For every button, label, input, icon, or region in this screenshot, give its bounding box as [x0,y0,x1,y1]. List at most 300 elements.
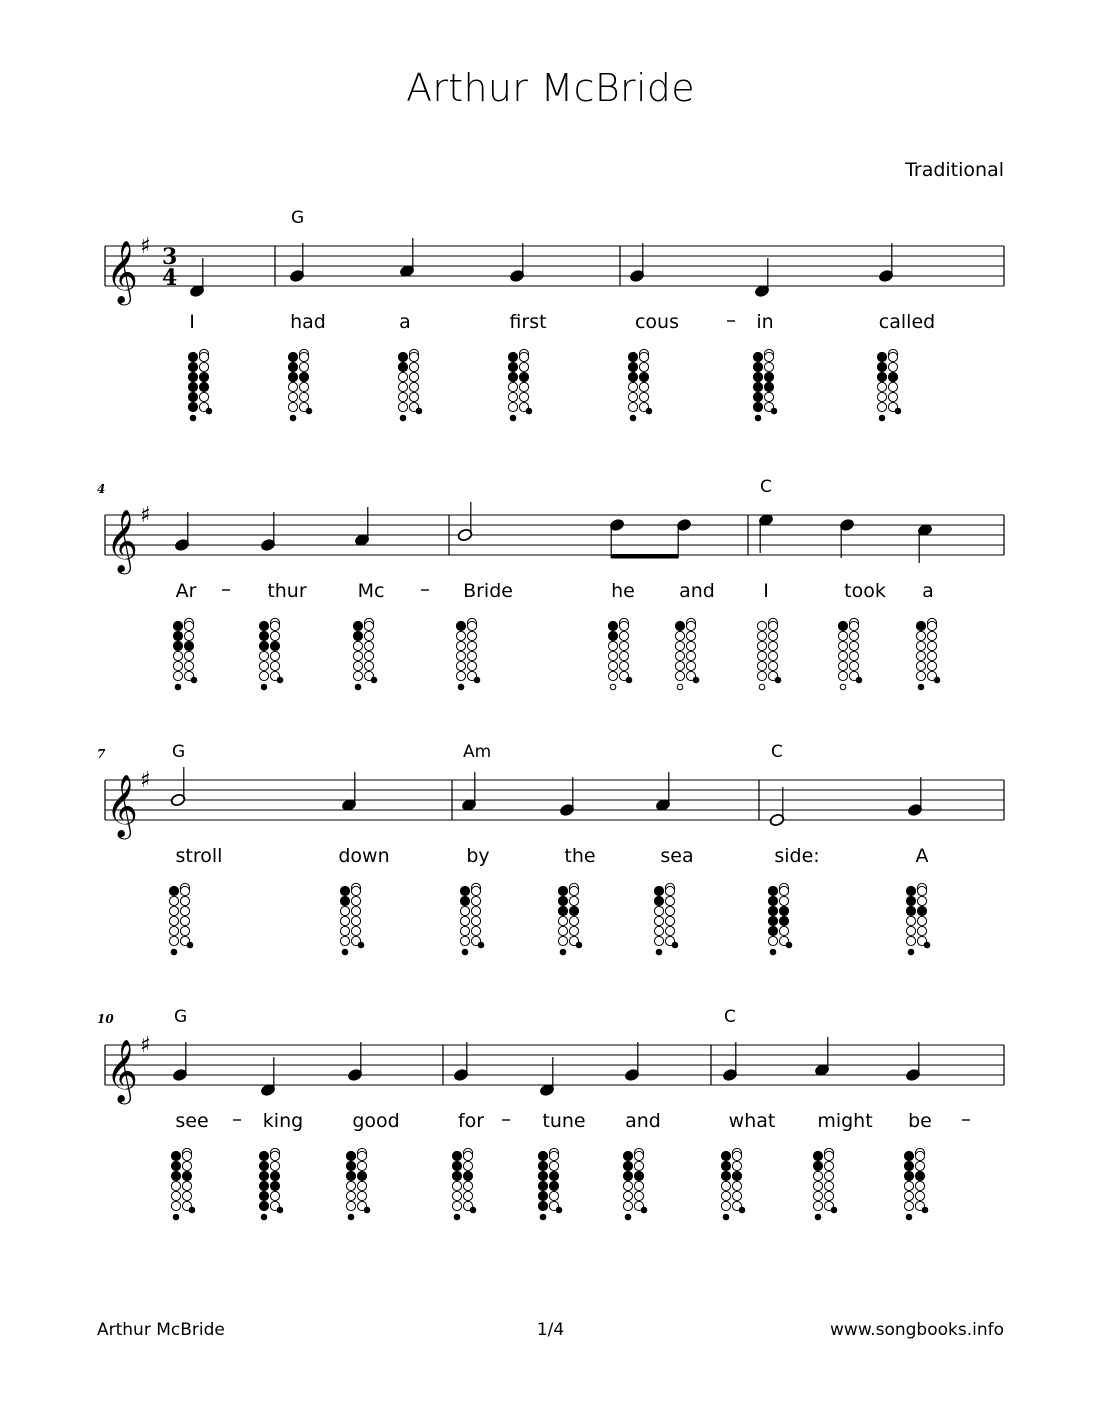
fingering-hole-closed [470,1207,476,1213]
fingering-hole-closed [753,402,762,411]
fingering-diagram-icon [906,883,929,954]
fingering-hole-closed [908,949,914,955]
fingering-hole-open [351,906,360,915]
fingering-hole-open [849,651,858,660]
fingering-hole-open [364,641,373,650]
fingering-hole-closed [456,621,465,630]
fingering-hole-closed [770,949,776,955]
fingering-hole-closed [452,1161,461,1170]
fingering-hole-closed [786,942,792,948]
fingering-hole-open [686,621,695,630]
fingering-hole-open [299,352,308,361]
fingering-hole-open [665,926,674,935]
fingering-hole-closed [508,372,517,381]
staff-system [97,477,1004,690]
fingering-hole-open [558,916,567,925]
fingering-hole-open [353,661,362,670]
fingering-hole-open [757,641,766,650]
fingering-hole-open [456,651,465,660]
fingering-hole-closed [732,1171,741,1180]
fingering-hole-closed [628,362,637,371]
fingering-diagram-icon [340,883,363,954]
treble-clef-icon: 𝄞 [106,774,138,837]
fingering-hole-open [569,886,578,895]
fingering-hole-closed [510,415,516,421]
fingering-hole-open [824,1171,833,1180]
measure-number: 4 [97,482,106,496]
fingering-hole-open [299,362,308,371]
fingering-hole-closed [169,886,178,895]
fingering-hole-open [813,1201,822,1210]
fingering-hole-closed [904,1161,913,1170]
fingering-hole-open [665,896,674,905]
fingering-hole-open [180,886,189,895]
fingering-hole-open [686,661,695,670]
fingering-hole-closed [768,926,777,935]
fingering-hole-open [757,621,766,630]
note [399,238,415,278]
lyric-syllable: Mc [357,580,385,602]
fingering-hole-open [508,402,517,411]
fingering-hole-closed [458,684,464,690]
lyric-syllable: and [625,1110,661,1132]
fingering-hole-open [675,631,684,640]
fingering-hole-closed [723,1214,729,1220]
treble-clef-icon: 𝄞 [106,240,138,303]
note [907,777,923,817]
fingering-hole-closed [261,1214,267,1220]
fingering-hole-closed [838,621,847,630]
fingering-hole-open [549,1151,558,1160]
fingering-hole-closed [768,886,777,895]
fingering-hole-closed [357,1171,366,1180]
fingering-hole-closed [188,372,197,381]
fingering-hole-open [259,671,268,680]
fingering-hole-closed [355,684,361,690]
chord-symbol: Am [463,742,492,762]
fingering-diagram-icon [721,1148,744,1219]
fingering-hole-closed [187,942,193,948]
lyric-syllable: called [878,311,936,333]
fingering-hole-open [732,1181,741,1190]
fingering-hole-open [838,671,847,680]
fingering-hole-open [270,631,279,640]
fingering-hole-closed [904,1171,913,1180]
note [461,772,477,812]
lyric-syllable: Bride [463,580,513,602]
fingering-hole-open [299,392,308,401]
fingering-diagram-icon [173,618,196,689]
fingering-hole-open [270,621,279,630]
fingering-hole-closed [171,1171,180,1180]
fingering-hole-closed [549,1181,558,1190]
fingering-hole-closed [206,408,212,414]
fingering-hole-open [686,651,695,660]
fingering-hole-open [180,926,189,935]
fingering-hole-closed [576,942,582,948]
fingering-hole-open [169,926,178,935]
fingering-hole-open [665,886,674,895]
fingering-diagram-icon [456,618,479,689]
fingering-hole-closed [675,621,684,630]
fingering-hole-open [409,392,418,401]
footer-website[interactable]: www.songbooks.info [830,1320,1004,1340]
staff-system [97,1007,1004,1220]
fingering-hole-closed [259,1181,268,1190]
fingering-hole-open [634,1191,643,1200]
fingering-hole-closed [917,906,926,915]
fingering-diagram-icon [768,883,791,954]
fingering-hole-open [340,916,349,925]
fingering-hole-open [877,382,886,391]
fingering-hole-closed [416,408,422,414]
fingering-hole-open [184,661,193,670]
fingering-hole-closed [277,1207,283,1213]
fingering-hole-open [619,621,628,630]
page-number: 1/4 [536,1320,565,1340]
staff-system [97,742,1004,955]
note [722,1042,738,1082]
fingering-hole-open [916,641,925,650]
fingering-hole-closed [538,1161,547,1170]
fingering-hole-closed [277,677,283,683]
fingering-hole-open [569,916,578,925]
fingering-hole-open [764,362,773,371]
fingering-hole-closed [906,1214,912,1220]
fingering-hole-open [732,1191,741,1200]
fingering-diagram-icon [538,1148,561,1219]
fingering-hole-open [456,641,465,650]
fingering-hole-open [351,886,360,895]
fingering-hole-closed [462,949,468,955]
fingering-hole-closed [755,415,761,421]
fingering-hole-closed [764,372,773,381]
fingering-hole-closed [916,621,925,630]
fingering-hole-open [654,926,663,935]
fingering-hole-closed [558,906,567,915]
fingering-hole-open [915,1161,924,1170]
fingering-hole-open [840,684,846,690]
fingering-hole-open [471,896,480,905]
fingering-hole-open [569,926,578,935]
fingering-hole-closed [398,362,407,371]
fingering-hole-closed [906,896,915,905]
fingering-hole-closed [259,1151,268,1160]
fingering-hole-open [732,1161,741,1170]
fingering-hole-closed [306,408,312,414]
fingering-hole-closed [259,641,268,650]
fingering-hole-closed [346,1171,355,1180]
fingering-hole-open [849,621,858,630]
treble-clef-icon: 𝄞 [106,1039,138,1102]
fingering-hole-open [665,916,674,925]
fingering-hole-closed [753,362,762,371]
lyric-syllable: good [352,1110,400,1132]
fingering-hole-closed [739,1207,745,1213]
chord-symbol: C [760,477,772,497]
fingering-hole-open [463,1181,472,1190]
composer: Traditional [905,159,1004,181]
lyric-syllable: might [817,1110,873,1132]
fingering-hole-closed [508,362,517,371]
fingering-hole-open [608,651,617,660]
fingering-hole-open [299,382,308,391]
fingering-hole-closed [813,1151,822,1160]
fingering-hole-closed [173,631,182,640]
fingering-hole-closed [188,352,197,361]
fingering-hole-closed [182,1171,191,1180]
fingering-hole-closed [558,896,567,905]
fingering-hole-open [398,382,407,391]
fingering-hole-closed [654,896,663,905]
fingering-hole-open [927,631,936,640]
fingering-hole-closed [646,408,652,414]
note [769,787,785,827]
fingering-hole-open [409,382,418,391]
fingering-hole-closed [173,641,182,650]
fingering-hole-open [460,926,469,935]
fingering-hole-closed [608,631,617,640]
fingering-hole-open [906,926,915,935]
fingering-hole-open [199,392,208,401]
fingering-hole-open [346,1191,355,1200]
fingering-hole-closed [831,1207,837,1213]
note [347,1042,363,1082]
fingering-hole-open [353,641,362,650]
fingering-hole-open [171,1191,180,1200]
fingering-hole-closed [877,362,886,371]
fingering-hole-closed [538,1151,547,1160]
fingering-hole-open [838,641,847,650]
fingering-hole-open [917,916,926,925]
fingering-diagram-icon [460,883,483,954]
fingering-hole-open [721,1181,730,1190]
fingering-hole-open [467,621,476,630]
fingering-hole-closed [656,949,662,955]
note [341,772,357,812]
fingering-hole-open [549,1161,558,1170]
fingering-hole-closed [634,1171,643,1180]
fingering-hole-open [452,1201,461,1210]
fingering-hole-closed [358,942,364,948]
fingering-hole-closed [290,415,296,421]
fingering-hole-closed [753,372,762,381]
fingering-hole-open [628,382,637,391]
note [609,518,625,558]
fingering-hole-closed [173,621,182,630]
note [878,243,894,283]
fingering-hole-open [471,916,480,925]
footer-title: Arthur McBride [97,1320,225,1340]
fingering-hole-open [288,382,297,391]
fingering-hole-closed [915,1171,924,1180]
fingering-hole-open [768,651,777,660]
fingering-hole-open [184,621,193,630]
lyric-syllable: stroll [175,845,223,867]
fingering-diagram-icon [508,349,531,420]
fingering-hole-open [849,641,858,650]
fingering-hole-open [519,352,528,361]
time-signature-numerator: 3 [162,244,178,270]
fingering-diagram-icon [353,618,376,689]
note [260,512,276,552]
fingering-hole-closed [288,372,297,381]
fingering-hole-open [173,661,182,670]
fingering-hole-open [917,886,926,895]
fingering-hole-closed [348,1214,354,1220]
fingering-hole-open [456,671,465,680]
fingering-hole-open [779,896,788,905]
note [509,243,525,283]
fingering-hole-closed [474,677,480,683]
fingering-hole-open [608,641,617,650]
fingering-hole-closed [753,382,762,391]
note [905,1042,921,1082]
fingering-diagram-icon [452,1148,475,1219]
fingering-diagram-icon [916,618,939,689]
fingering-hole-closed [454,1214,460,1220]
lyric-syllable: see [175,1110,209,1132]
lyric-syllable: sea [660,845,694,867]
fingering-hole-closed [452,1151,461,1160]
fingering-hole-open [357,1151,366,1160]
fingering-hole-open [619,641,628,650]
fingering-hole-open [340,936,349,945]
fingering-hole-open [608,671,617,680]
fingering-hole-open [259,661,268,670]
fingering-hole-open [639,382,648,391]
lyric-syllable: king [262,1110,304,1132]
chord-symbol: G [174,1007,188,1027]
fingering-hole-open [558,936,567,945]
fingering-hole-closed [630,415,636,421]
lyric-syllable: a [399,311,411,333]
fingering-hole-closed [259,1201,268,1210]
fingering-diagram-icon [259,618,282,689]
fingering-hole-open [519,392,528,401]
fingering-hole-open [452,1181,461,1190]
fingering-hole-closed [608,621,617,630]
fingering-hole-open [824,1151,833,1160]
lyric-syllable: took [844,580,886,602]
note [170,767,186,807]
lyric-syllable: Ar [175,580,197,602]
fingering-hole-open [639,392,648,401]
fingering-hole-closed [270,1171,279,1180]
fingering-diagram-icon [188,349,211,420]
fingering-hole-open [917,896,926,905]
fingering-hole-closed [906,906,915,915]
fingering-hole-closed [924,942,930,948]
fingering-hole-closed [856,677,862,683]
fingering-diagram-icon [904,1148,927,1219]
fingering-hole-open [888,362,897,371]
fingering-hole-closed [721,1151,730,1160]
fingering-hole-open [171,1201,180,1210]
measure-number: 10 [97,1012,114,1026]
fingering-hole-open [764,352,773,361]
fingering-hole-open [467,641,476,650]
song-title: Arthur McBride [406,66,695,110]
lyric-syllable: in [756,311,774,333]
fingering-diagram-icon [608,618,631,689]
fingering-hole-open [813,1191,822,1200]
fingering-hole-closed [353,631,362,640]
fingering-hole-closed [540,1214,546,1220]
fingering-hole-open [917,926,926,935]
fingering-hole-open [619,631,628,640]
fingering-hole-open [813,1171,822,1180]
fingering-hole-open [270,1161,279,1170]
fingering-hole-open [654,906,663,915]
fingering-hole-closed [199,372,208,381]
fingering-hole-open [619,651,628,660]
fingering-hole-open [184,651,193,660]
fingering-hole-open [169,896,178,905]
fingering-hole-open [398,402,407,411]
fingering-hole-open [824,1161,833,1170]
fingering-diagram-icon [169,883,192,954]
fingering-diagram-icon [288,349,311,420]
note [754,258,770,298]
fingering-hole-open [180,896,189,905]
fingering-hole-open [888,352,897,361]
fingering-hole-open [686,641,695,650]
lyric-syllable: thur [267,580,307,602]
note [453,1042,469,1082]
fingering-diagram-icon [753,349,776,420]
fingering-hole-closed [188,392,197,401]
fingering-hole-open [639,352,648,361]
fingering-hole-open [675,661,684,670]
fingering-diagram-icon [675,618,698,689]
fingering-hole-closed [519,372,528,381]
lyric-syllable: I [189,311,195,333]
fingering-hole-open [169,936,178,945]
fingering-diagram-icon [623,1148,646,1219]
fingering-hole-open [169,916,178,925]
fingering-diagram-icon [398,349,421,420]
fingering-hole-closed [184,641,193,650]
fingering-hole-open [768,621,777,630]
fingering-hole-open [353,671,362,680]
fingering-hole-closed [342,949,348,955]
fingering-hole-open [838,651,847,660]
fingering-hole-closed [556,1207,562,1213]
fingering-hole-closed [371,677,377,683]
fingering-hole-open [351,926,360,935]
fingering-hole-open [182,1161,191,1170]
fingering-hole-closed [189,1207,195,1213]
fingering-hole-open [849,661,858,670]
fingering-hole-open [357,1191,366,1200]
fingering-hole-closed [672,942,678,948]
fingering-hole-open [180,906,189,915]
fingering-hole-open [173,651,182,660]
fingering-hole-closed [693,677,699,683]
fingering-hole-open [628,402,637,411]
fingering-hole-open [346,1181,355,1190]
fingering-hole-closed [625,1214,631,1220]
fingering-diagram-icon [813,1148,836,1219]
fingering-hole-closed [641,1207,647,1213]
fingering-hole-open [838,661,847,670]
lyric-syllable: the [564,845,596,867]
fingering-hole-open [270,651,279,660]
fingering-hole-closed [340,896,349,905]
fingering-hole-open [916,651,925,660]
fingering-hole-open [199,352,208,361]
